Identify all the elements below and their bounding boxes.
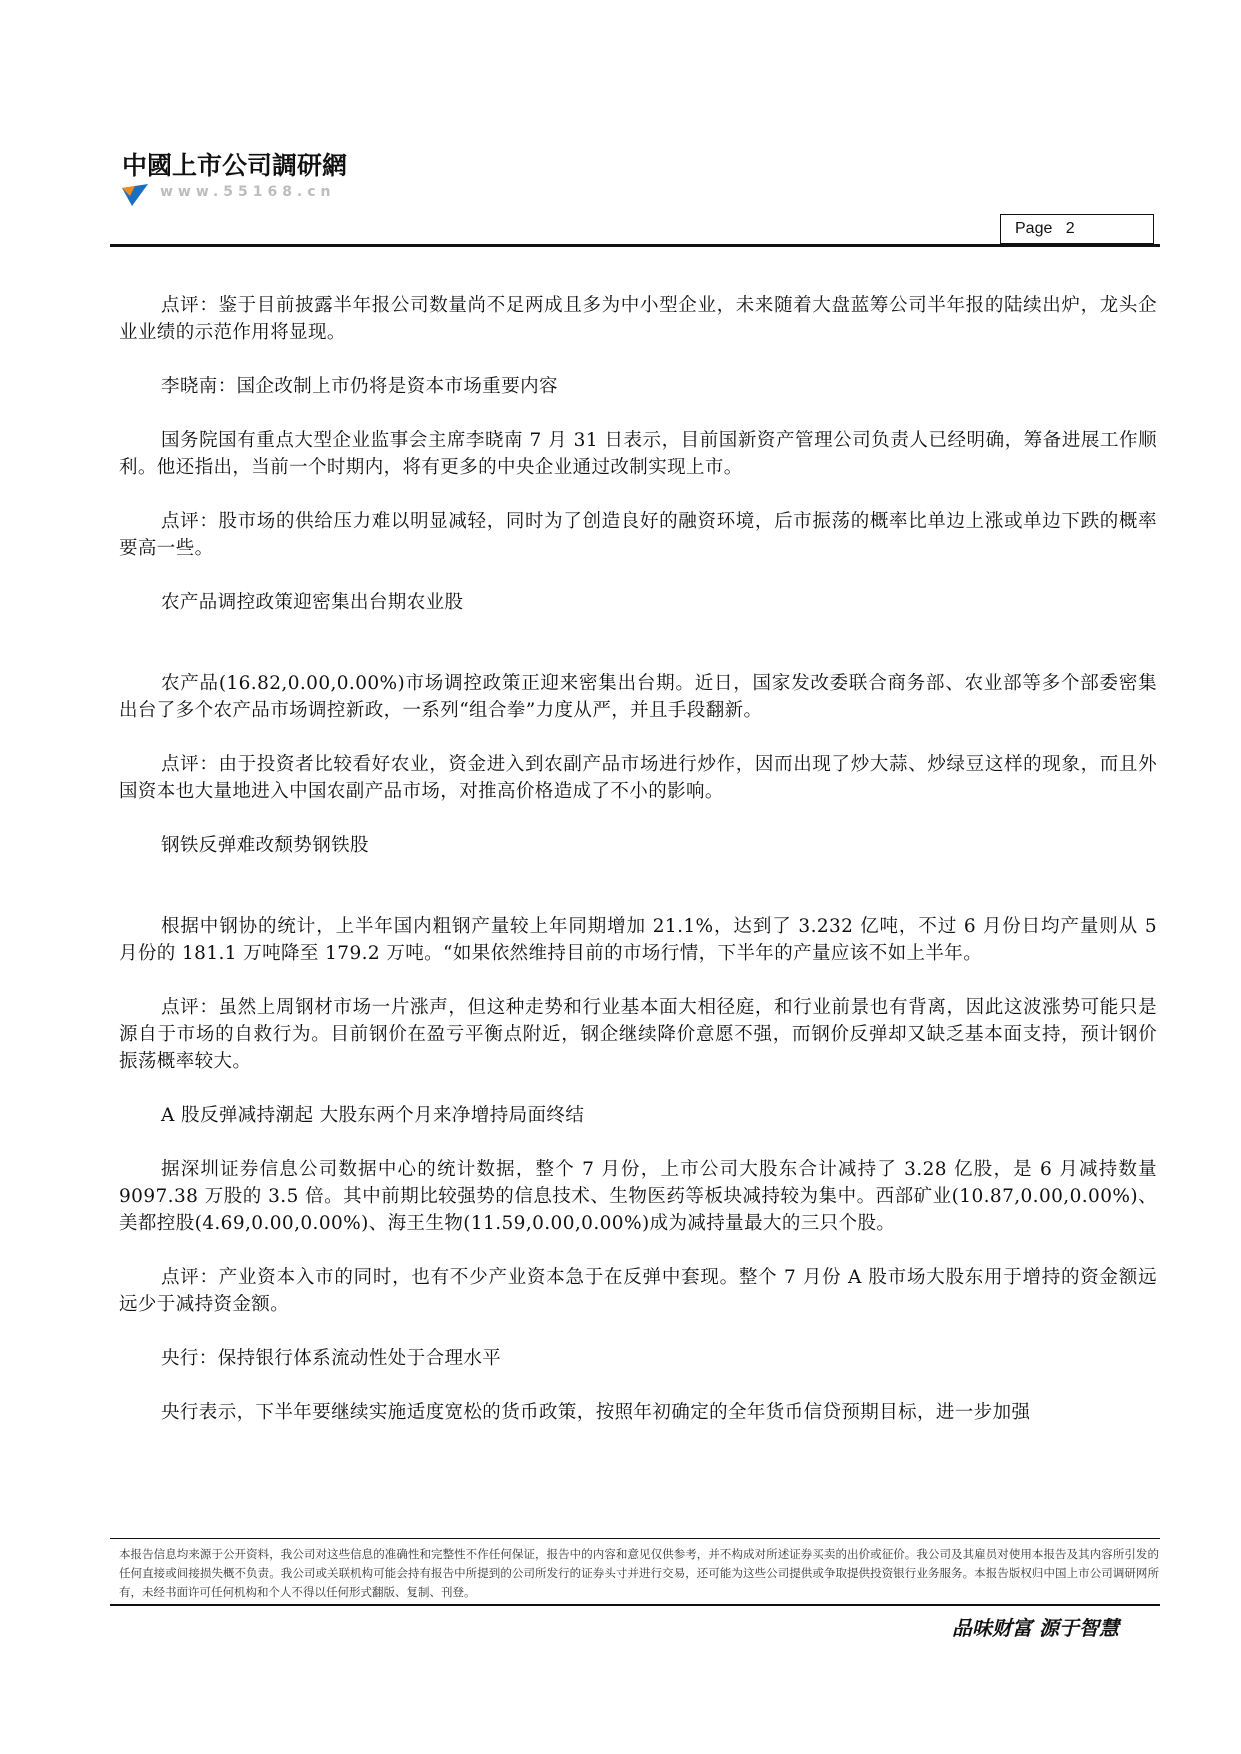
article-body	[119, 292, 1157, 1426]
paragraph-comment-2: 点评：股市场的供给压力难以明显减轻，同时为了创造良好的融资环境，后市振荡的概率比单边上涨或单边下跌的概率要高一些。	[119, 511, 1157, 559]
paragraph-comment-4: 点评：虽然上周钢材市场一片涨声，但这种走势和行业基本面大相径庭，和行业前景也有背离，因此这波涨势可能只是源自于市场的自救行为。目前钢价在盈亏平衡点附近，钢企继续降价意愿不强，而钢价反弹却又缺乏基本面支持，预计钢价振荡概率较大。	[119, 997, 1157, 1072]
brand-logo-icon	[122, 184, 148, 206]
heading-a-share: A 股反弹减持潮起 大股东两个月来净增持局面终结	[161, 1105, 585, 1126]
paragraph-steel: 根据中钢协的统计，上半年国内粗钢产量较上年同期增加 21.1%，达到了 3.232 亿吨，不过 6 月份日均产量则从 5 月份的 181.1 万吨降至 179.2 万吨。“如果依然维持目前的市场行情，下半年的产量应该不如上半年。	[119, 916, 1157, 964]
footer-divider-bottom	[110, 1604, 1160, 1606]
heading-central-bank: 央行：保持银行体系流动性处于合理水平	[161, 1348, 502, 1369]
heading-steel: 钢铁反弹难改颓势钢铁股	[161, 835, 369, 856]
paragraph-a-share: 据深圳证券信息公司数据中心的统计数据，整个 7 月份，上市公司大股东合计减持了 3.28 亿股，是 6 月减持数量 9097.38 万股的 3.5 倍。其中前期比较强势的信息技术、生物医药等板块减持较为集中。西部矿业(10.87,0.00,0.00%)、美都控股(4.69,0.00,0.00%)、海王生物(11.59,0.00,0.00%)成为减持量最大的三只个股。	[119, 1159, 1157, 1234]
paragraph-comment-3: 点评：由于投资者比较看好农业，资金进入到农副产品市场进行炒作，因而出现了炒大蒜、炒绿豆这样的现象，而且外国资本也大量地进入中国农副产品市场，对推高价格造成了不小的影响。	[119, 754, 1157, 802]
brand-url: www.55168.cn	[160, 184, 336, 200]
disclaimer: 本报告信息均来源于公开资料，我公司对这些信息的准确性和完整性不作任何保证，报告中的内容和意见仅供参考，并不构成对所述证券买卖的出价或征价。我公司及其雇员对使用本报告及其内容所引发的任何直接或间接损失概不负责。我公司或关联机构可能会持有报告中所提到的公司所发行的证券头寸并进行交易，还可能为这些公司提供或争取提供投资银行业务服务。本报告版权归中国上市公司调研网所有，未经书面许可任何机构和个人不得以任何形式翻版、复制、刊登。	[119, 1547, 1159, 1599]
brand-name: 中國上市公司調研網	[122, 151, 348, 180]
paragraph-central-bank: 央行表示，下半年要继续实施适度宽松的货币政策，按照年初确定的全年货币信贷预期目标，进一步加强	[161, 1402, 1031, 1423]
page-number: 2	[1065, 220, 1075, 237]
heading-agriculture: 农产品调控政策迎密集出台期农业股	[161, 592, 464, 613]
page-indicator	[1000, 214, 1154, 244]
paragraph-li-xiaonan: 国务院国有重点大型企业监事会主席李晓南 7 月 31 日表示，目前国新资产管理公司负责人已经明确，筹备进展工作顺利。他还指出，当前一个时期内，将有更多的中央企业通过改制实现上市。	[119, 430, 1157, 478]
heading-li-xiaonan: 李晓南：国企改制上市仍将是资本市场重要内容	[161, 376, 558, 397]
footer-slogan: 品味财富 源于智慧	[952, 1616, 1119, 1640]
paragraph-comment-5: 点评：产业资本入市的同时，也有不少产业资本急于在反弹中套现。整个 7 月份 A 股市场大股东用于增持的资金额远远少于减持资金额。	[119, 1267, 1157, 1315]
footer-divider-top	[110, 1538, 1160, 1539]
page-header	[118, 140, 1158, 250]
page-label: Page	[1015, 220, 1053, 237]
paragraph-comment-1: 点评：鉴于目前披露半年报公司数量尚不足两成且多为中小型企业，未来随着大盘蓝筹公司半年报的陆续出炉，龙头企业业绩的示范作用将显现。	[119, 295, 1157, 343]
paragraph-agriculture: 农产品(16.82,0.00,0.00%)市场调控政策正迎来密集出台期。近日，国家发改委联合商务部、农业部等多个部委密集出台了多个农产品市场调控新政，一系列“组合拳”力度从严，并且手段翻新。	[119, 673, 1157, 721]
header-divider	[110, 244, 1160, 247]
